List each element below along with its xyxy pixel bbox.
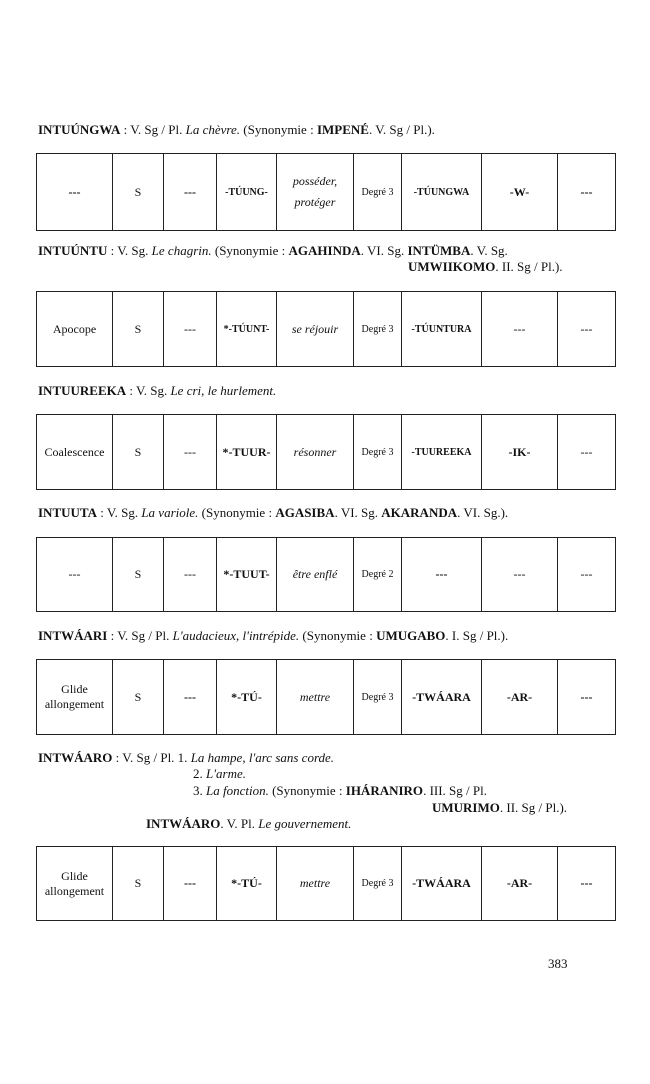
- synonym-grammar: . II. Sg / Pl.).: [495, 259, 563, 274]
- sub-headword: INTWÁARO: [146, 816, 221, 831]
- synonym-grammar: . II. Sg / Pl.).: [499, 800, 568, 815]
- synonym: UMUGABO: [376, 628, 446, 643]
- cell-suffix: -IK-: [482, 415, 558, 490]
- entry-intwaaro-sub: [146, 816, 351, 832]
- cell-process: [37, 847, 113, 921]
- grammar: : V. Sg / Pl.: [107, 628, 173, 643]
- cell-type: S: [113, 415, 164, 490]
- synonym: AGASIBA: [275, 505, 335, 520]
- cell-last: ---: [558, 847, 616, 921]
- cell-type: S: [113, 292, 164, 367]
- etymology-table-intwaaro: [36, 846, 616, 921]
- cell-degree: Degré 3: [354, 660, 402, 735]
- headword: INTUUTA: [38, 505, 97, 520]
- cell-process: Coalescence: [37, 415, 113, 490]
- cell-process: ---: [37, 538, 113, 612]
- synonym: UMURIMO: [432, 800, 500, 815]
- table-row: [37, 415, 616, 490]
- headword: INTUUREEKA: [38, 383, 127, 398]
- synonym: AKARANDA: [381, 505, 458, 520]
- cell-degree: Degré 3: [354, 292, 402, 367]
- cell-last: ---: [558, 660, 616, 735]
- cell-type: S: [113, 538, 164, 612]
- cell-suffix: -AR-: [482, 847, 558, 921]
- cell-process: Apocope: [37, 292, 113, 367]
- entry-intwaaro-sense-2: [193, 766, 246, 782]
- gloss: L'arme.: [206, 766, 246, 781]
- synonym-grammar: . VI. Sg.: [360, 243, 408, 258]
- grammar: : V. Sg.: [97, 505, 142, 520]
- synonym-label: (Synonymie :: [299, 628, 377, 643]
- gloss: Le chagrin.: [151, 243, 212, 258]
- cell-meaning: être enflé: [277, 538, 354, 612]
- page-number: 383: [548, 956, 568, 971]
- cell-degree: Degré 2: [354, 538, 402, 612]
- headword: INTWÁARI: [38, 628, 108, 643]
- cell-derived: -TÚUNTURA: [402, 292, 482, 367]
- cell-derived: -TÚUNGWA: [402, 154, 482, 231]
- process-line-2: allongement: [44, 883, 105, 898]
- synonym-grammar: . VI. Sg.).: [457, 505, 509, 520]
- entry-intwaaro-sense-3: [193, 783, 487, 799]
- headword: INTUÚNTU: [38, 243, 108, 258]
- cell-root: *-TÚ-: [217, 847, 277, 921]
- table-row: [37, 660, 616, 735]
- cell-process: [37, 660, 113, 735]
- entry-intwaari-line: [38, 628, 508, 644]
- entry-intuuntu-line-2: [408, 259, 563, 275]
- cell-degree: Degré 3: [354, 415, 402, 490]
- cell-meaning: résonner: [277, 415, 354, 490]
- sense-number: 2.: [193, 766, 206, 781]
- cell-derived: -TWÁARA: [402, 660, 482, 735]
- cell-meaning: [277, 154, 354, 231]
- cell-suffix: ---: [482, 292, 558, 367]
- cell-root: *-TÚUNT-: [217, 292, 277, 367]
- gloss: La variole.: [141, 505, 199, 520]
- grammar: : V. Sg / Pl. 1.: [112, 750, 191, 765]
- table-row: [37, 292, 616, 367]
- entry-intuuntu-line: [38, 243, 508, 259]
- cell-last: ---: [558, 154, 616, 231]
- entry-intuuta-line: [38, 505, 508, 521]
- gloss: Le gouvernement.: [258, 816, 352, 831]
- cell-root: *-TUUR-: [217, 415, 277, 490]
- meaning-line-2: protéger: [294, 195, 336, 209]
- process-line-2: allongement: [44, 697, 105, 711]
- synonym-grammar: . V. Sg / Pl.).: [368, 122, 435, 137]
- synonym-grammar: . III. Sg / Pl.: [423, 783, 487, 798]
- sense-number: 3.: [193, 783, 206, 798]
- grammar: : V. Sg.: [126, 383, 171, 398]
- process-line-1: Glide: [61, 868, 88, 883]
- cell-meaning: se réjouir: [277, 292, 354, 367]
- cell-root: -TÚUNG-: [217, 154, 277, 231]
- synonym-grammar: . V. Sg.: [470, 243, 508, 258]
- cell-derived: -TWÁARA: [402, 847, 482, 921]
- cell-process: ---: [37, 154, 113, 231]
- cell-degree: Degré 3: [354, 154, 402, 231]
- synonym-grammar: . I. Sg / Pl.).: [445, 628, 509, 643]
- cell-type: S: [113, 154, 164, 231]
- synonym-label: (Synonymie :: [268, 783, 346, 798]
- process-line-1: Glide: [61, 682, 88, 696]
- entry-intwaaro-line: [38, 750, 334, 766]
- synonym-grammar: . VI. Sg.: [334, 505, 382, 520]
- entry-intwaaro-synonym-2: [432, 800, 567, 816]
- cell-derived: -TUUREEKA: [402, 415, 482, 490]
- etymology-table-intuungwa: [36, 153, 616, 231]
- cell-meaning: mettre: [277, 847, 354, 921]
- cell-root: *-TUUT-: [217, 538, 277, 612]
- cell-empty: ---: [164, 538, 217, 612]
- cell-derived: ---: [402, 538, 482, 612]
- headword: INTWÁARO: [38, 750, 113, 765]
- synonym: AGAHINDA: [288, 243, 361, 258]
- cell-empty: ---: [164, 415, 217, 490]
- gloss: La chèvre.: [185, 122, 241, 137]
- etymology-table-intuureeka: [36, 414, 616, 490]
- entry-intuungwa-line: [38, 122, 435, 138]
- cell-suffix: ---: [482, 538, 558, 612]
- synonym: INTÜMBA: [407, 243, 471, 258]
- cell-suffix: -W-: [482, 154, 558, 231]
- synonym: IMPENÉ: [316, 122, 369, 137]
- cell-degree: Degré 3: [354, 847, 402, 921]
- etymology-table-intuuntu: [36, 291, 616, 367]
- cell-root: *-TÚ-: [217, 660, 277, 735]
- cell-empty: ---: [164, 154, 217, 231]
- grammar: . V. Pl.: [220, 816, 259, 831]
- synonym: IHÁRANIRO: [345, 783, 424, 798]
- synonym-label: (Synonymie :: [240, 122, 317, 137]
- cell-empty: ---: [164, 292, 217, 367]
- cell-empty: ---: [164, 660, 217, 735]
- cell-last: ---: [558, 415, 616, 490]
- table-row: [37, 847, 616, 921]
- cell-empty: ---: [164, 847, 217, 921]
- gloss: Le cri, le hurlement.: [170, 383, 277, 398]
- headword: INTUÚNGWA: [38, 122, 121, 137]
- table-row: [37, 538, 616, 612]
- cell-type: S: [113, 847, 164, 921]
- etymology-table-intuuta: [36, 537, 616, 612]
- synonym: UMWIIKOMO: [408, 259, 496, 274]
- gloss: La hampe, l'arc sans corde.: [190, 750, 335, 765]
- cell-last: ---: [558, 538, 616, 612]
- cell-suffix: -AR-: [482, 660, 558, 735]
- cell-last: ---: [558, 292, 616, 367]
- gloss: La fonction.: [206, 783, 269, 798]
- cell-type: S: [113, 660, 164, 735]
- meaning-line-1: posséder,: [292, 174, 338, 188]
- grammar: : V. Sg.: [107, 243, 152, 258]
- grammar: : V. Sg / Pl.: [120, 122, 186, 137]
- table-row: [37, 154, 616, 231]
- gloss: L'audacieux, l'intrépide.: [172, 628, 300, 643]
- etymology-table-intwaari: [36, 659, 616, 735]
- entry-intuureeka-line: [38, 383, 276, 399]
- cell-meaning: mettre: [277, 660, 354, 735]
- synonym-label: (Synonymie :: [211, 243, 289, 258]
- synonym-label: (Synonymie :: [198, 505, 276, 520]
